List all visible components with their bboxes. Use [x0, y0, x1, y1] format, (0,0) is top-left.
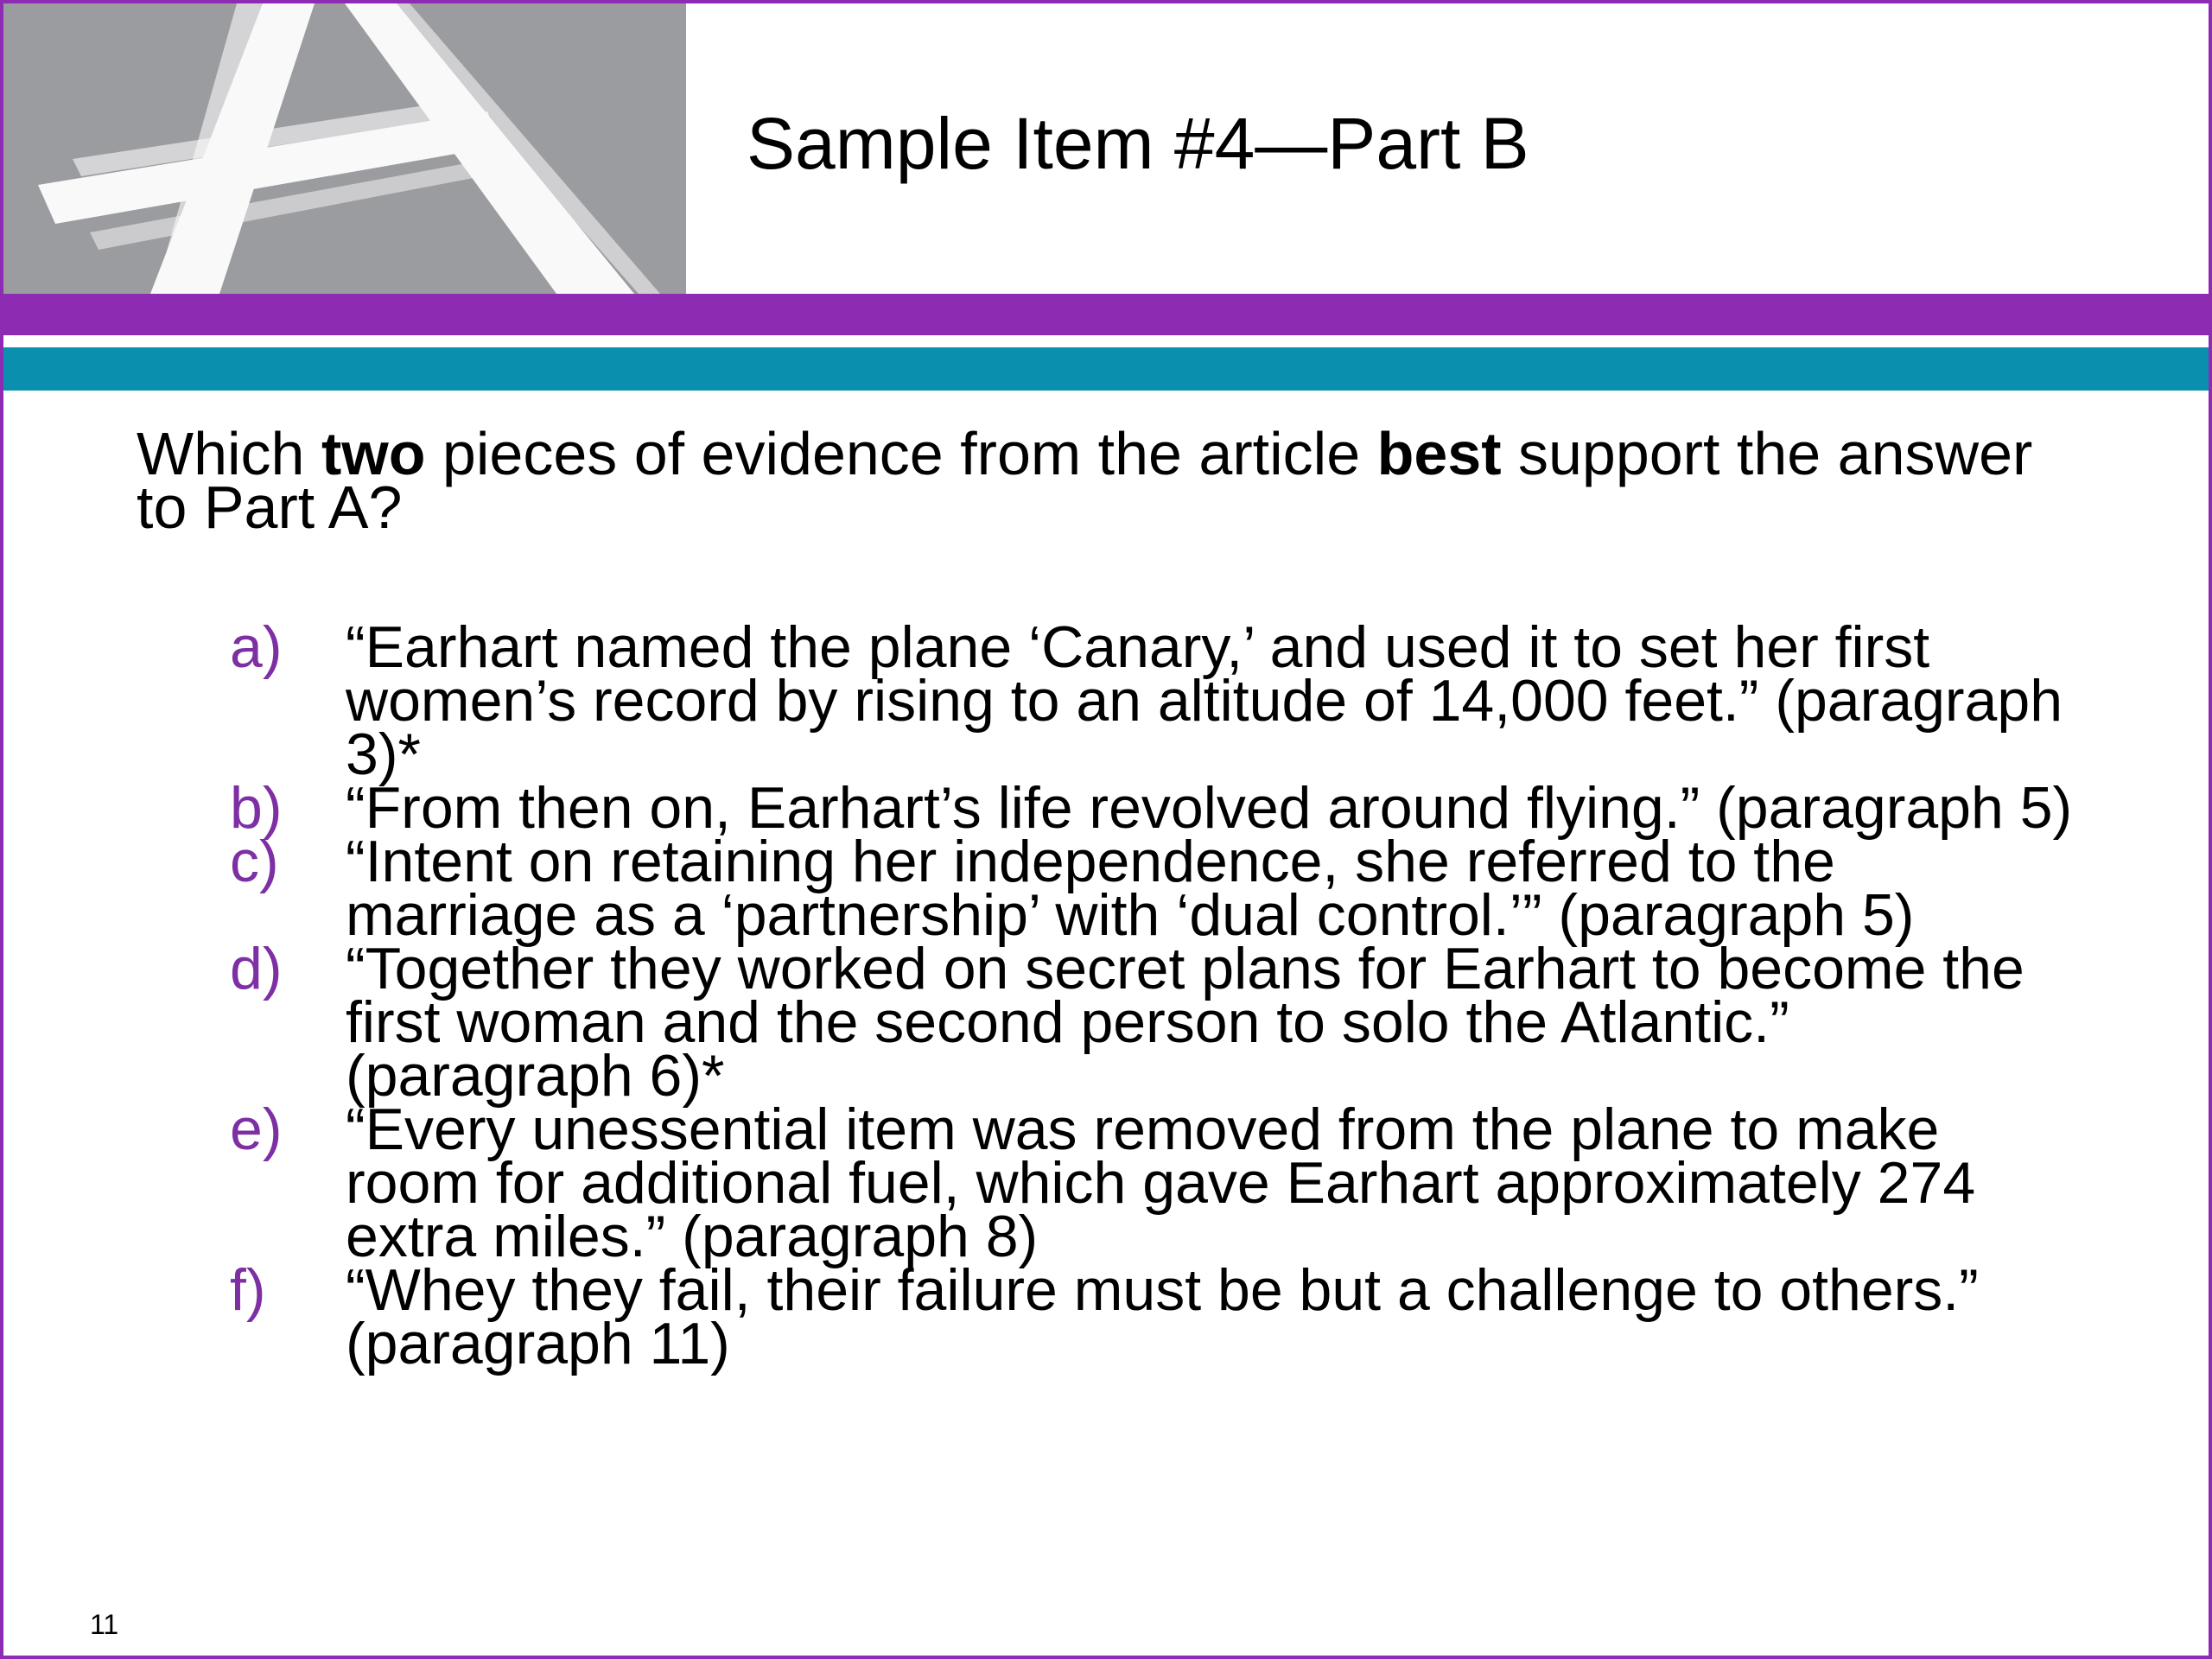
option-text: “Together they worked on secret plans for Earhart to become the first woman and the second person to solo the Atlantic.” (paragraph 6)*	[346, 936, 2024, 1109]
answer-option-a[interactable]	[230, 614, 2079, 787]
option-letter: e)	[230, 1096, 283, 1162]
answer-option-e[interactable]	[230, 1096, 2079, 1269]
question-part: support the answer to Part A?	[137, 420, 2033, 541]
answer-option-b[interactable]	[230, 775, 2079, 841]
answer-option-c[interactable]	[230, 829, 2079, 948]
purple-divider-bar	[3, 294, 2212, 335]
question-part: pieces of evidence from the article	[425, 420, 1377, 487]
answer-options-list	[230, 614, 2079, 1376]
option-letter: f)	[230, 1257, 266, 1323]
option-text: “Whey they fail, their failure must be but a challenge to others.” (paragraph 11)	[346, 1257, 1979, 1376]
question-emphasis-best: best	[1376, 420, 1502, 487]
option-letter: a)	[230, 614, 283, 680]
page-number: 11	[90, 1609, 119, 1640]
option-text: “Every unessential item was removed from the plane to make room for additional fuel, which gave Earhart approximately 274 extra miles.” (paragraph 8)	[346, 1096, 1976, 1269]
question-emphasis-two: two	[321, 420, 426, 487]
teal-divider-bar	[3, 347, 2212, 391]
option-text: “Earhart named the plane ‘Canary,’ and used it to set her first women’s record by rising to an altitude of 14,000 feet.” (paragraph 3)*	[346, 614, 2063, 787]
option-letter: c)	[230, 829, 279, 894]
option-letter: d)	[230, 936, 283, 1001]
option-text: “From then on, Earhart’s life revolved around flying.” (paragraph 5)	[346, 775, 2073, 841]
answer-option-d[interactable]	[230, 936, 2079, 1109]
question-text	[137, 420, 2081, 541]
question-part: Which	[137, 420, 321, 487]
answer-option-f[interactable]	[230, 1257, 2079, 1376]
brush-a-logo-icon	[3, 3, 686, 294]
option-letter: b)	[230, 775, 283, 841]
slide-title: Sample Item #4—Part B	[747, 103, 1529, 184]
brand-logo	[3, 3, 686, 294]
option-text: “Intent on retaining her independence, she referred to the marriage as a ‘partnership’ with ‘dual control.’” (paragraph 5)	[346, 829, 1915, 948]
